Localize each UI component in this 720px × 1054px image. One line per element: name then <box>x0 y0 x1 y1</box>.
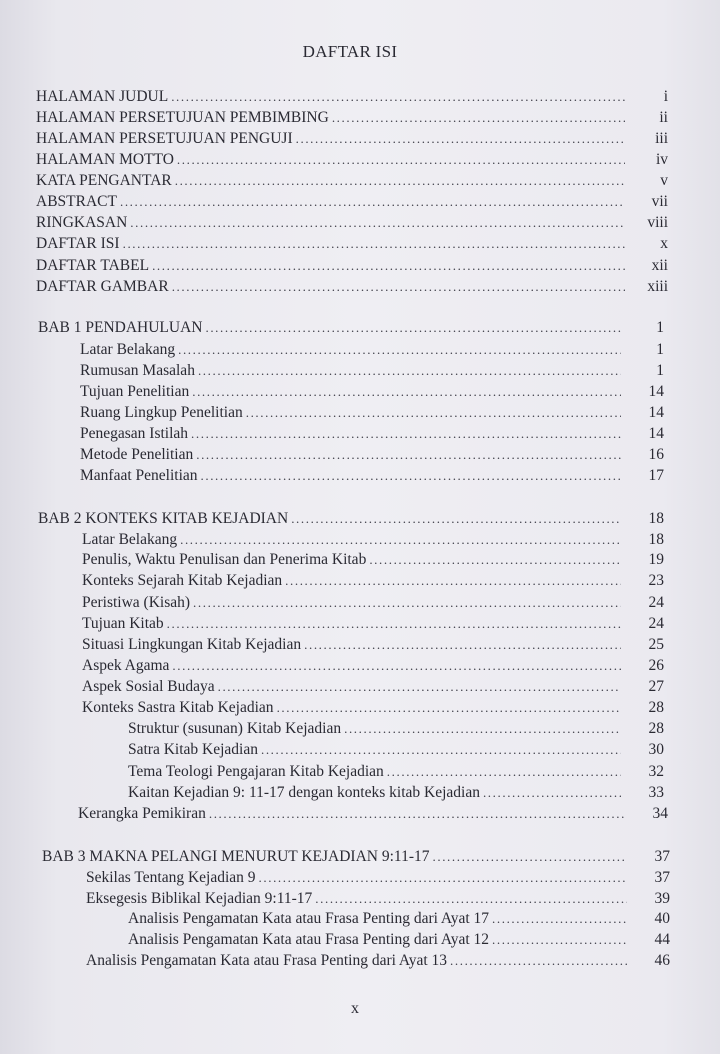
toc-entry <box>36 150 668 170</box>
page-number-footer: x <box>351 1000 359 1017</box>
toc-entry-page: 17 <box>648 467 664 484</box>
dot-leader <box>369 550 621 570</box>
dot-leader <box>492 909 627 929</box>
dot-leader <box>123 234 625 254</box>
page-title: DAFTAR ISI <box>302 42 398 61</box>
toc-entry-page: 24 <box>648 615 664 632</box>
dot-leader <box>130 213 625 233</box>
toc-entry <box>80 382 664 402</box>
toc-entry-label: Kaitan Kejadian 9: 11-17 dengan konteks kitab Kejadian <box>128 784 480 801</box>
toc-entry-label: Manfaat Penelitian <box>80 467 198 484</box>
toc-entry <box>38 509 664 529</box>
dot-leader <box>120 192 625 212</box>
toc-entry-page: i <box>663 88 668 105</box>
toc-entry <box>128 740 664 760</box>
dot-leader <box>492 930 627 950</box>
toc-entry-label: Aspek Sosial Budaya <box>82 678 215 695</box>
toc-entry-page: 14 <box>648 425 664 442</box>
toc-entry <box>86 868 670 888</box>
toc-entry-label: Aspek Agama <box>82 657 170 674</box>
dot-leader <box>180 530 621 550</box>
dot-leader <box>433 847 628 867</box>
toc-entry-page: x <box>660 235 668 252</box>
dot-leader <box>205 318 621 338</box>
toc-entry-label: Sekilas Tentang Kejadian 9 <box>86 869 256 886</box>
toc-entry <box>80 466 664 486</box>
toc-entry-page: 39 <box>654 890 670 907</box>
toc-entry-label: Satra Kitab Kejadian <box>128 741 258 758</box>
toc-entry <box>80 445 664 465</box>
toc-entry-label: BAB 2 KONTEKS KITAB KEJADIAN <box>38 510 289 527</box>
toc-entry <box>82 656 664 676</box>
dot-leader <box>152 256 625 276</box>
toc-entry-page: viii <box>647 214 668 231</box>
toc-entry-page: 19 <box>648 551 664 568</box>
toc-entry-page: 16 <box>648 446 664 463</box>
toc-entry-label: Analisis Pengamatan Kata atau Frasa Penting dari Ayat 17 <box>128 910 490 927</box>
toc-entry <box>38 318 664 338</box>
toc-entry-page: 37 <box>654 848 670 865</box>
dot-leader <box>315 889 627 909</box>
toc-entry <box>80 403 664 423</box>
dot-leader <box>167 614 621 634</box>
toc-entry <box>82 550 664 570</box>
toc-entry <box>36 108 668 128</box>
dot-leader <box>291 509 621 529</box>
toc-entry-label: KATA PENGANTAR <box>36 172 172 189</box>
toc-entry-page: iv <box>655 151 668 168</box>
toc-entry-page: 34 <box>652 805 668 822</box>
dot-leader <box>285 571 621 591</box>
toc-entry-page: 26 <box>648 657 664 674</box>
toc-entry <box>86 889 670 909</box>
toc-entry <box>86 951 670 971</box>
toc-entry-label: Peristiwa (Kisah) <box>82 594 191 611</box>
dot-leader <box>450 951 627 971</box>
toc-entry <box>36 171 668 191</box>
toc-entry-label: HALAMAN PERSETUJUAN PEMBIMBING <box>36 109 329 126</box>
toc-entry-page: 28 <box>648 699 664 716</box>
toc-entry <box>36 277 668 297</box>
dot-leader <box>387 762 621 782</box>
dot-leader <box>259 868 627 888</box>
toc-entry-label: ABSTRACT <box>36 193 117 210</box>
toc-entry <box>82 593 664 613</box>
toc-entry-label: Struktur (susunan) Kitab Kejadian <box>128 720 342 737</box>
toc-entry-page: 1 <box>656 319 664 336</box>
dot-leader <box>209 804 625 824</box>
toc-entry <box>82 530 664 550</box>
toc-entry-page: 37 <box>654 869 670 886</box>
toc-entry <box>128 930 670 950</box>
dot-leader <box>304 635 621 655</box>
dot-leader <box>171 87 625 107</box>
toc-entry-label: DAFTAR TABEL <box>36 257 150 274</box>
dot-leader <box>246 403 621 423</box>
toc-entry <box>80 340 664 360</box>
toc-entry <box>78 804 668 824</box>
toc-entry-label: Tujuan Kitab <box>82 615 164 632</box>
dot-leader <box>191 424 621 444</box>
toc-entry-label: BAB 1 PENDAHULUAN <box>38 319 203 336</box>
toc-entry-label: Rumusan Masalah <box>80 362 195 379</box>
toc-entry-page: 28 <box>648 720 664 737</box>
toc-entry-page: 14 <box>648 404 664 421</box>
toc-entry-label: Latar Belakang <box>82 531 178 548</box>
toc-entry-page: 25 <box>648 636 664 653</box>
dot-leader <box>483 783 621 803</box>
toc-entry-page: 14 <box>648 383 664 400</box>
toc-entry-label: Situasi Lingkungan Kitab Kejadian <box>82 636 302 653</box>
toc-entry-page: ii <box>659 109 668 126</box>
toc-entry <box>36 256 668 276</box>
toc-entry-page: v <box>660 172 668 189</box>
dot-leader <box>177 150 625 170</box>
toc-entry <box>36 213 668 233</box>
toc-entry <box>80 424 664 444</box>
toc-entry-label: HALAMAN JUDUL <box>36 88 169 105</box>
toc-entry-label: Konteks Sejarah Kitab Kejadian <box>82 572 283 589</box>
toc-entry <box>128 909 670 929</box>
toc-entry-page: 27 <box>648 678 664 695</box>
toc-entry-label: Ruang Lingkup Penelitian <box>80 404 243 421</box>
toc-entry-label: Konteks Sastra Kitab Kejadian <box>82 699 274 716</box>
toc-entry-label: Analisis Pengamatan Kata atau Frasa Penting dari Ayat 13 <box>86 952 448 969</box>
toc-entry-page: 44 <box>654 931 670 948</box>
toc-entry <box>82 614 664 634</box>
toc-entry <box>128 719 664 739</box>
dot-leader <box>201 466 622 486</box>
toc-entry <box>128 762 664 782</box>
dot-leader <box>196 445 621 465</box>
toc-entry-label: RINGKASAN <box>36 214 128 231</box>
toc-entry-page: iii <box>655 130 668 147</box>
dot-leader <box>172 277 625 297</box>
toc-entry-label: DAFTAR ISI <box>36 235 120 252</box>
toc-entry-label: Metode Penelitian <box>80 446 194 463</box>
dot-leader <box>344 719 621 739</box>
dot-leader <box>193 593 621 613</box>
toc-entry-label: Penegasan Istilah <box>80 425 189 442</box>
toc-entry-label: Tujuan Penelitian <box>80 383 190 400</box>
toc-entry <box>128 783 664 803</box>
toc-entry-label: HALAMAN PERSETUJUAN PENGUJI <box>36 130 293 147</box>
dot-leader <box>261 740 621 760</box>
dot-leader <box>218 677 621 697</box>
toc-entry-page: 23 <box>648 572 664 589</box>
toc-entry <box>42 847 670 867</box>
toc-entry-page: 24 <box>648 594 664 611</box>
dot-leader <box>192 382 621 402</box>
toc-entry-label: Penulis, Waktu Penulisan dan Penerima Kitab <box>82 551 367 568</box>
toc-entry-page: 1 <box>656 362 664 379</box>
toc-entry-page: 30 <box>648 741 664 758</box>
toc-entry-label: Latar Belakang <box>80 341 176 358</box>
toc-entry-page: 1 <box>656 341 664 358</box>
toc-entry-page: 18 <box>648 531 664 548</box>
toc-entry-page: xii <box>651 257 668 274</box>
dot-leader <box>198 361 621 381</box>
toc-entry-label: BAB 3 MAKNA PELANGI MENURUT KEJADIAN 9:11-17 <box>42 848 430 865</box>
toc-entry-label: Tema Teologi Pengajaran Kitab Kejadian <box>128 763 384 780</box>
dot-leader <box>332 108 625 128</box>
toc-entry-page: 46 <box>654 952 670 969</box>
toc-entry <box>80 361 664 381</box>
toc-entry-label: Analisis Pengamatan Kata atau Frasa Penting dari Ayat 12 <box>128 931 490 948</box>
dot-leader <box>178 340 621 360</box>
toc-entry <box>82 635 664 655</box>
toc-entry <box>82 677 664 697</box>
toc-entry <box>36 234 668 254</box>
toc-entry-page: 32 <box>648 763 664 780</box>
dot-leader <box>172 656 621 676</box>
toc-entry-label: DAFTAR GAMBAR <box>36 278 169 295</box>
toc-entry <box>82 698 664 718</box>
toc-entry <box>36 87 668 107</box>
toc-entry-page: 33 <box>648 784 664 801</box>
dot-leader <box>175 171 625 191</box>
toc-entry-page: xiii <box>647 278 668 295</box>
dot-leader <box>277 698 621 718</box>
toc-entry-label: HALAMAN MOTTO <box>36 151 174 168</box>
toc-entry <box>36 192 668 212</box>
toc-entry-page: 40 <box>654 910 670 927</box>
toc-entry <box>82 571 664 591</box>
toc-entry-page: vii <box>651 193 668 210</box>
toc-entry <box>36 129 668 149</box>
dot-leader <box>296 129 625 149</box>
toc-entry-page: 18 <box>648 510 664 527</box>
toc-entry-label: Kerangka Pemikiran <box>78 805 206 822</box>
toc-entry-label: Eksegesis Biblikal Kejadian 9:11-17 <box>86 890 313 907</box>
